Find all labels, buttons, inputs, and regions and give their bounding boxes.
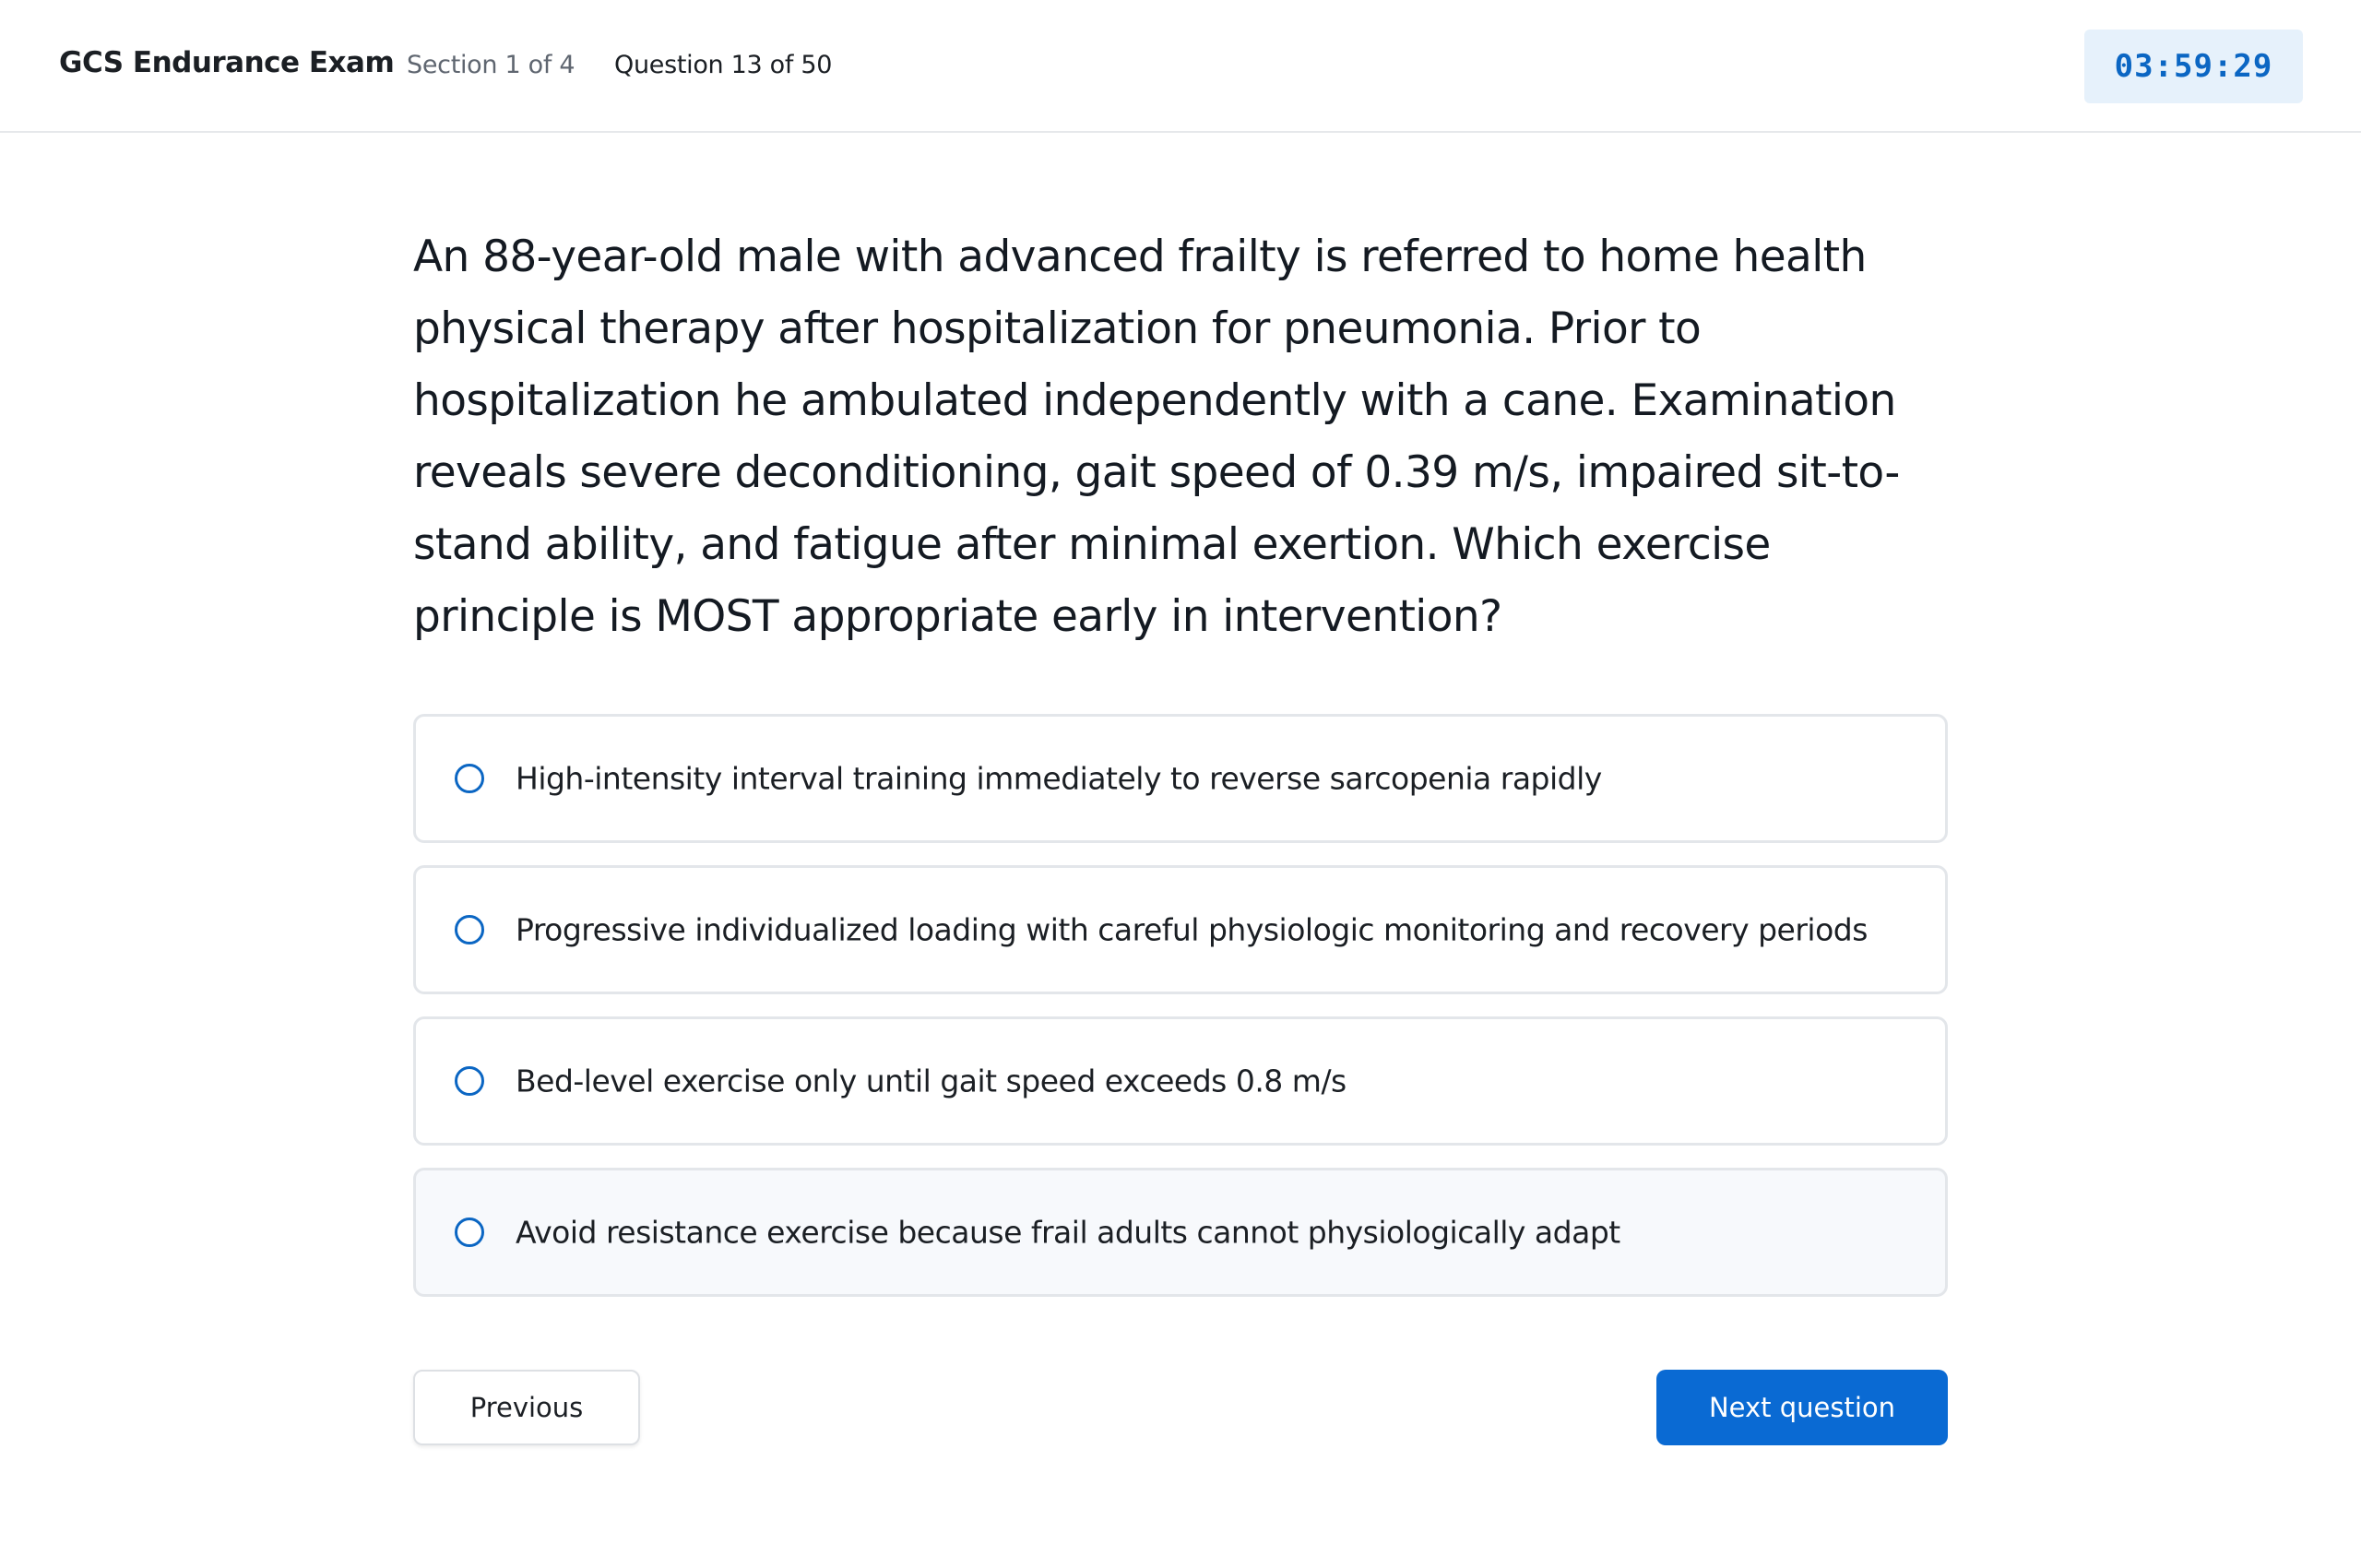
countdown-timer: 03:59:29 xyxy=(2084,30,2303,103)
answer-option-a[interactable] xyxy=(413,714,1948,843)
radio-button-d[interactable] xyxy=(455,1218,484,1247)
top-bar xyxy=(0,0,2361,133)
answer-option-d[interactable] xyxy=(413,1168,1948,1297)
question-stem: An 88-year-old male with advanced frailty is referred to home health physical therapy after hospitalization for pneumonia. Prior to hospitalization he ambulated independently with a cane. Examination reveals severe deconditioning, gait speed of 0.39 m/s, impaired sit-to-stand ability, and fatigue after minimal exertion. Which exercise principle is MOST appropriate early in intervention? xyxy=(413,232,1900,642)
answer-option-label: Bed-level exercise only until gait speed exceeds 0.8 m/s xyxy=(516,1063,1347,1099)
answer-option-c[interactable] xyxy=(413,1016,1948,1146)
question-progress: Question 13 of 50 xyxy=(614,51,833,79)
radio-button-c[interactable] xyxy=(455,1066,484,1096)
answer-options xyxy=(413,714,1948,1319)
answer-option-label: Progressive individualized loading with careful physiologic monitoring and recovery periods xyxy=(516,911,1868,948)
answer-option-label: Avoid resistance exercise because frail adults cannot physiologically adapt xyxy=(516,1214,1620,1251)
answer-option-b[interactable] xyxy=(413,865,1948,994)
section-indicator: Section 1 of 4 xyxy=(407,51,575,79)
radio-button-a[interactable] xyxy=(455,764,484,793)
previous-button[interactable]: Previous xyxy=(413,1370,640,1445)
radio-button-b[interactable] xyxy=(455,915,484,944)
next-question-button[interactable]: Next question xyxy=(1656,1370,1948,1445)
answer-option-label: High-intensity interval training immediately to reverse sarcopenia rapidly xyxy=(516,760,1602,797)
exam-title: GCS Endurance Exam xyxy=(59,46,395,79)
